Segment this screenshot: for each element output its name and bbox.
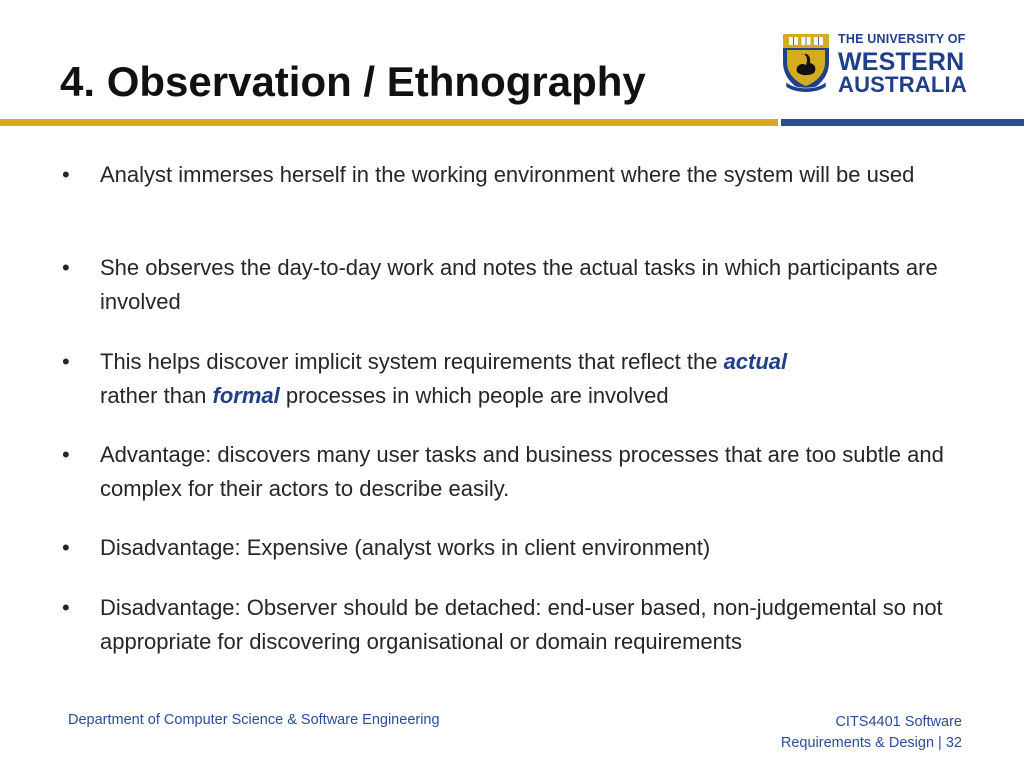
page-number: 32 — [945, 735, 962, 751]
emphasis-formal: formal — [212, 383, 280, 408]
bullet-marker: • — [62, 349, 70, 374]
bullet-text: Advantage: discovers many user tasks and business processes that are too subtle and complex for their actors to describe easily. — [100, 442, 944, 501]
bullet-marker: • — [62, 162, 70, 187]
bullet-text: Analyst immerses herself in the working environment where the system will be used — [100, 162, 915, 187]
footer-course-line1: CITS4401 Software — [835, 714, 962, 730]
footer-department: Department of Computer Science & Software Engineering — [68, 712, 440, 728]
university-crest-icon — [781, 32, 831, 94]
bullet-marker: • — [62, 255, 70, 280]
bullet-text: She observes the day-to-day work and notes the actual tasks in which participants are involved — [100, 255, 938, 314]
bullet-text-part: This helps discover implicit system requirements that reflect the — [100, 349, 724, 374]
uwa-logo — [781, 32, 967, 97]
bullet-text-part: processes in which people are involved — [279, 383, 669, 408]
logo-line-the-university-of: THE UNIVERSITY OF — [838, 32, 966, 46]
bullet-marker: • — [62, 595, 70, 620]
bullet-marker: • — [62, 535, 70, 560]
header-rule-blue — [781, 119, 1024, 126]
emphasis-actual: actual — [723, 349, 788, 374]
footer-course-info — [781, 712, 962, 754]
footer-separator: | — [938, 735, 942, 751]
header-rule-gold — [0, 119, 778, 126]
slide-title: 4. Observation / Ethnography — [60, 58, 646, 105]
footer-course-line2 — [781, 733, 962, 754]
bullet-text-part: rather than — [100, 383, 213, 408]
bullet-text: Disadvantage: Observer should be detached: end-user based, non-judgemental so not appropriate for discovering organisational or domain requirements — [100, 595, 943, 654]
bullet-marker: • — [62, 442, 70, 467]
university-wordmark — [838, 33, 967, 96]
bullet-text: Disadvantage: Expensive (analyst works in client environment) — [100, 535, 711, 560]
logo-line-western: WESTERN — [838, 47, 965, 76]
logo-line-australia: AUSTRALIA — [838, 71, 967, 97]
bullet-text — [100, 345, 970, 413]
footer-course-name: Requirements & Design — [780, 735, 935, 751]
